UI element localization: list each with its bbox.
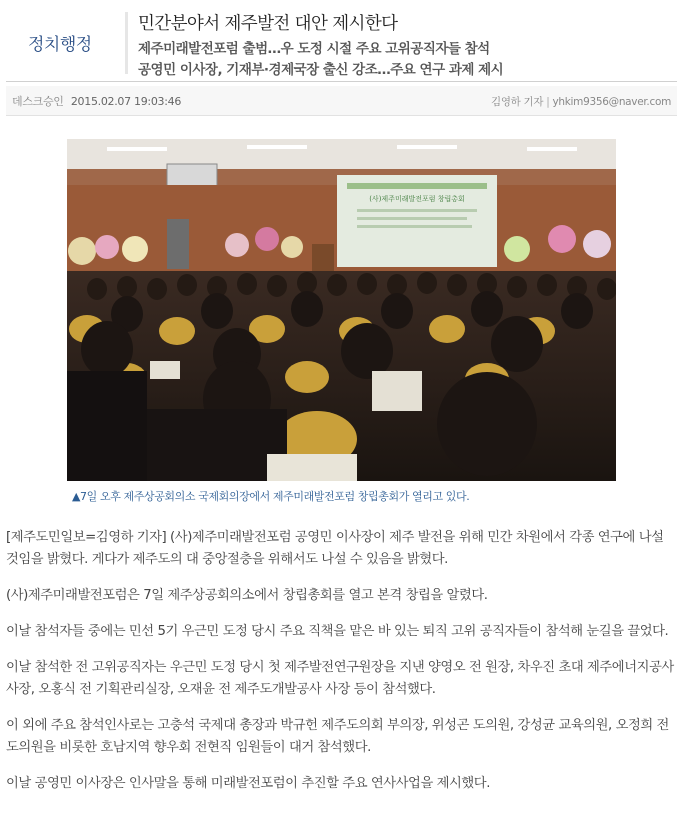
article-paragraph-5: 이 외에 주요 참석인사로는 고충석 국제대 총장과 박규헌 제주도의회 부의장, 위성곤 도의원, 강성균 교육의원, 오정희 전 도의원을 비롯한 호남지역 향우회 전현직 임원들이 대거 참석했다.: [6, 718, 669, 755]
article-paragraph-2: (사)제주미래발전포럼은 7일 제주상공회의소에서 창립총회를 열고 본격 창립을 알렸다.: [6, 588, 488, 603]
reporter-email[interactable]: yhkim9356@naver.com: [552, 96, 671, 108]
article-meta-bar: [6, 86, 677, 116]
article-subhead-2: 공영민 이사장, 기재부·경제국장 출신 강조…주요 연구 과제 제시: [138, 62, 504, 78]
reporter-name: 김영하 기자: [490, 96, 544, 108]
article-header: [6, 4, 677, 82]
section-label[interactable]: 정치행정: [28, 35, 92, 55]
article-paragraph-1: [제주도민일보=김영하 기자] (사)제주미래발전포럼 공영민 이사장이 제주 발전을 위해 민간 차원에서 각종 연구에 나설 것임을 밝혔다. 게다가 제주도의 대 중앙절충을 위해서도 나설 수 있음을 밝혔다.: [6, 530, 664, 567]
approval-label: 데스크승인: [12, 95, 64, 108]
byline: [491, 94, 671, 109]
article-paragraph-3: 이날 참석자들 중에는 민선 5기 우근민 도정 당시 주요 직책을 맡은 바 있는 퇴직 고위 공직자들이 참석해 눈길을 끌었다.: [6, 624, 669, 639]
photo-caption: ▲7일 오후 제주상공회의소 국제회의장에서 제주미래발전포럼 창립총회가 열리고 있다.: [72, 490, 470, 503]
approval-info: [12, 93, 181, 109]
article-photo: [67, 139, 616, 481]
article-body: [6, 527, 677, 809]
byline-separator: |: [546, 96, 550, 108]
article-paragraph-6: 이날 공영민 이사장은 인사말을 통해 미래발전포럼이 추진할 주요 연사사업을 제시했다.: [6, 776, 490, 791]
article-subhead-1: 제주미래발전포럼 출범…우 도정 시절 주요 고위공직자들 참석: [138, 41, 490, 57]
article-paragraph-4: 이날 참석한 전 고위공직자는 우근민 도정 당시 첫 제주발전연구원장을 지낸 양영오 전 원장, 차우진 초대 제주에너지공사 사장, 오홍식 전 기획관리실장, 오재윤 전 제주도개발공사 사장 등이 참석했다.: [6, 660, 674, 697]
stage-banner-text: (사)제주미래발전포럼 창립총회: [369, 195, 465, 203]
approval-datetime: 2015.02.07 19:03:46: [70, 95, 182, 108]
conference-hall-image: [67, 139, 616, 481]
article-headline: 민간분야서 제주발전 대안 제시한다: [138, 14, 398, 34]
header-divider: [125, 12, 128, 74]
